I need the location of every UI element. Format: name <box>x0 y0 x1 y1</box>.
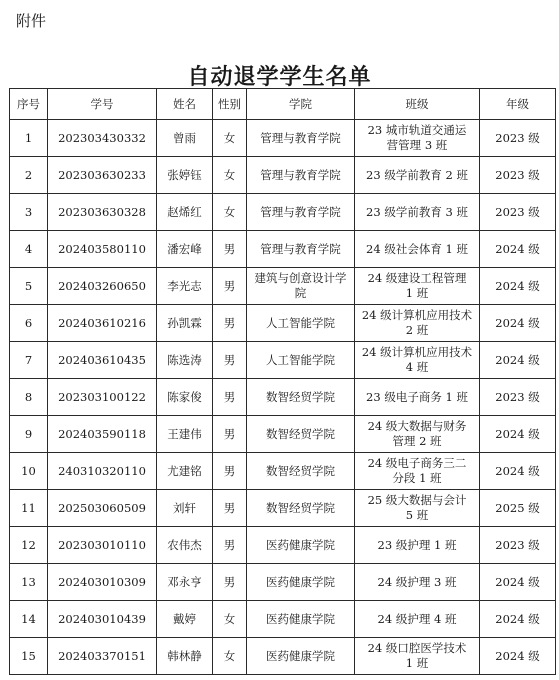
cell-grade: 2023 级 <box>480 379 556 416</box>
cell-college: 数智经贸学院 <box>247 490 355 527</box>
cell-student-id: 202303630328 <box>48 194 157 231</box>
cell-no: 7 <box>10 342 48 379</box>
cell-grade: 2023 级 <box>480 194 556 231</box>
attachment-label: 附件 <box>16 12 47 30</box>
cell-gender: 男 <box>213 379 247 416</box>
table-row <box>10 564 556 601</box>
cell-college: 医药健康学院 <box>247 527 355 564</box>
class-line-2: 4 班 <box>405 360 429 374</box>
class-line-1: 23 级护理 1 班 <box>377 537 457 552</box>
cell-grade: 2024 级 <box>480 416 556 453</box>
cell-student-id: 202403010309 <box>48 564 157 601</box>
header-class: 班级 <box>355 89 480 120</box>
cell-gender: 男 <box>213 342 247 379</box>
cell-grade: 2024 级 <box>480 638 556 675</box>
cell-college: 管理与教育学院 <box>247 157 355 194</box>
cell-class <box>355 601 480 638</box>
cell-class <box>355 231 480 268</box>
cell-class <box>355 305 480 342</box>
class-line-2: 分段 1 班 <box>392 471 442 485</box>
class-line-1: 24 级大数据与财务 <box>367 419 467 433</box>
cell-name: 王建伟 <box>157 416 213 453</box>
cell-gender: 女 <box>213 638 247 675</box>
cell-gender: 男 <box>213 268 247 305</box>
class-line-2: 5 班 <box>405 508 429 522</box>
class-line-1: 24 级护理 4 班 <box>377 611 457 626</box>
header-no: 序号 <box>10 89 48 120</box>
table-row <box>10 453 556 490</box>
cell-college: 数智经贸学院 <box>247 416 355 453</box>
cell-grade: 2024 级 <box>480 268 556 305</box>
cell-gender: 男 <box>213 527 247 564</box>
table-body <box>10 120 556 675</box>
cell-student-id: 202403610216 <box>48 305 157 342</box>
cell-name: 张婷钰 <box>157 157 213 194</box>
cell-name: 农伟杰 <box>157 527 213 564</box>
class-line-1: 23 级电子商务 1 班 <box>366 389 468 404</box>
class-line-2: 2 班 <box>405 323 429 337</box>
cell-name: 李光志 <box>157 268 213 305</box>
cell-student-id: 202303100122 <box>48 379 157 416</box>
class-line-1: 25 级大数据与会计 <box>367 493 467 507</box>
cell-no: 8 <box>10 379 48 416</box>
header-student-id: 学号 <box>48 89 157 120</box>
cell-college: 建筑与创意设计学院 <box>247 268 355 305</box>
table-row <box>10 490 556 527</box>
table-row <box>10 120 556 157</box>
cell-college: 人工智能学院 <box>247 305 355 342</box>
cell-grade: 2023 级 <box>480 527 556 564</box>
cell-name: 曾雨 <box>157 120 213 157</box>
cell-student-id: 202503060509 <box>48 490 157 527</box>
cell-college: 管理与教育学院 <box>247 120 355 157</box>
cell-grade: 2024 级 <box>480 231 556 268</box>
table-row <box>10 601 556 638</box>
cell-gender: 男 <box>213 564 247 601</box>
cell-college: 医药健康学院 <box>247 638 355 675</box>
cell-no: 12 <box>10 527 48 564</box>
cell-name: 刘轩 <box>157 490 213 527</box>
cell-class <box>355 120 480 157</box>
class-line-2: 1 班 <box>405 286 429 300</box>
table-row <box>10 342 556 379</box>
cell-college: 数智经贸学院 <box>247 453 355 490</box>
cell-college: 医药健康学院 <box>247 564 355 601</box>
class-line-1: 23 级学前教育 3 班 <box>366 204 468 219</box>
cell-gender: 女 <box>213 194 247 231</box>
cell-name: 潘宏峰 <box>157 231 213 268</box>
cell-class <box>355 527 480 564</box>
cell-class <box>355 379 480 416</box>
class-line-1: 24 级计算机应用技术 <box>361 308 473 322</box>
cell-class <box>355 416 480 453</box>
header-name: 姓名 <box>157 89 213 120</box>
cell-no: 6 <box>10 305 48 342</box>
cell-student-id: 202403610435 <box>48 342 157 379</box>
cell-name: 陈选涛 <box>157 342 213 379</box>
cell-college: 管理与教育学院 <box>247 231 355 268</box>
cell-class <box>355 490 480 527</box>
cell-no: 9 <box>10 416 48 453</box>
table-header-row <box>10 89 556 120</box>
cell-gender: 男 <box>213 305 247 342</box>
table-row <box>10 194 556 231</box>
cell-college: 医药健康学院 <box>247 601 355 638</box>
cell-no: 10 <box>10 453 48 490</box>
cell-gender: 女 <box>213 157 247 194</box>
cell-no: 11 <box>10 490 48 527</box>
cell-no: 14 <box>10 601 48 638</box>
table-row <box>10 379 556 416</box>
cell-no: 1 <box>10 120 48 157</box>
class-line-1: 24 级口腔医学技术 <box>367 641 467 655</box>
cell-student-id: 202303430332 <box>48 120 157 157</box>
cell-name: 韩林静 <box>157 638 213 675</box>
class-line-1: 24 级建设工程管理 <box>367 271 467 285</box>
cell-college: 人工智能学院 <box>247 342 355 379</box>
cell-grade: 2023 级 <box>480 120 556 157</box>
cell-grade: 2024 级 <box>480 564 556 601</box>
cell-name: 邓永亨 <box>157 564 213 601</box>
class-line-1: 24 级社会体育 1 班 <box>366 241 468 256</box>
cell-no: 2 <box>10 157 48 194</box>
cell-class <box>355 453 480 490</box>
cell-grade: 2025 级 <box>480 490 556 527</box>
cell-class <box>355 342 480 379</box>
cell-no: 4 <box>10 231 48 268</box>
cell-class <box>355 157 480 194</box>
class-line-1: 24 级护理 3 班 <box>377 574 457 589</box>
cell-gender: 男 <box>213 490 247 527</box>
class-line-2: 营管理 3 班 <box>386 138 448 152</box>
header-grade: 年级 <box>480 89 556 120</box>
cell-class <box>355 268 480 305</box>
cell-student-id: 202403580110 <box>48 231 157 268</box>
cell-grade: 2024 级 <box>480 453 556 490</box>
table-row <box>10 231 556 268</box>
class-line-1: 23 城市轨道交通运 <box>367 123 467 137</box>
cell-gender: 男 <box>213 231 247 268</box>
cell-class <box>355 564 480 601</box>
cell-grade: 2024 级 <box>480 342 556 379</box>
cell-student-id: 202403260650 <box>48 268 157 305</box>
table-row <box>10 416 556 453</box>
cell-name: 孙凯霖 <box>157 305 213 342</box>
class-line-1: 23 级学前教育 2 班 <box>366 167 468 182</box>
student-table <box>9 88 556 675</box>
cell-gender: 男 <box>213 416 247 453</box>
cell-gender: 女 <box>213 601 247 638</box>
cell-no: 15 <box>10 638 48 675</box>
class-line-1: 24 级电子商务三二 <box>367 456 467 470</box>
cell-name: 赵烯红 <box>157 194 213 231</box>
cell-student-id: 202303630233 <box>48 157 157 194</box>
cell-class <box>355 638 480 675</box>
class-line-2: 1 班 <box>405 656 429 670</box>
class-line-1: 24 级计算机应用技术 <box>361 345 473 359</box>
cell-student-id: 202403590118 <box>48 416 157 453</box>
cell-name: 陈家俊 <box>157 379 213 416</box>
cell-class <box>355 194 480 231</box>
cell-name: 尤建铭 <box>157 453 213 490</box>
cell-student-id: 240310320110 <box>48 453 157 490</box>
cell-grade: 2023 级 <box>480 157 556 194</box>
cell-college: 数智经贸学院 <box>247 379 355 416</box>
table-row <box>10 527 556 564</box>
cell-student-id: 202403370151 <box>48 638 157 675</box>
cell-no: 5 <box>10 268 48 305</box>
table-row <box>10 157 556 194</box>
cell-name: 戴婷 <box>157 601 213 638</box>
cell-college: 管理与教育学院 <box>247 194 355 231</box>
table-row <box>10 638 556 675</box>
cell-gender: 男 <box>213 453 247 490</box>
header-gender: 性别 <box>213 89 247 120</box>
class-line-2: 管理 2 班 <box>392 434 442 448</box>
cell-no: 3 <box>10 194 48 231</box>
cell-grade: 2024 级 <box>480 305 556 342</box>
table-row <box>10 268 556 305</box>
cell-grade: 2024 级 <box>480 601 556 638</box>
header-college: 学院 <box>247 89 355 120</box>
cell-student-id: 202403010439 <box>48 601 157 638</box>
page-title: 自动退学学生名单 <box>187 65 372 90</box>
cell-student-id: 202303010110 <box>48 527 157 564</box>
cell-gender: 女 <box>213 120 247 157</box>
table-row <box>10 305 556 342</box>
cell-no: 13 <box>10 564 48 601</box>
